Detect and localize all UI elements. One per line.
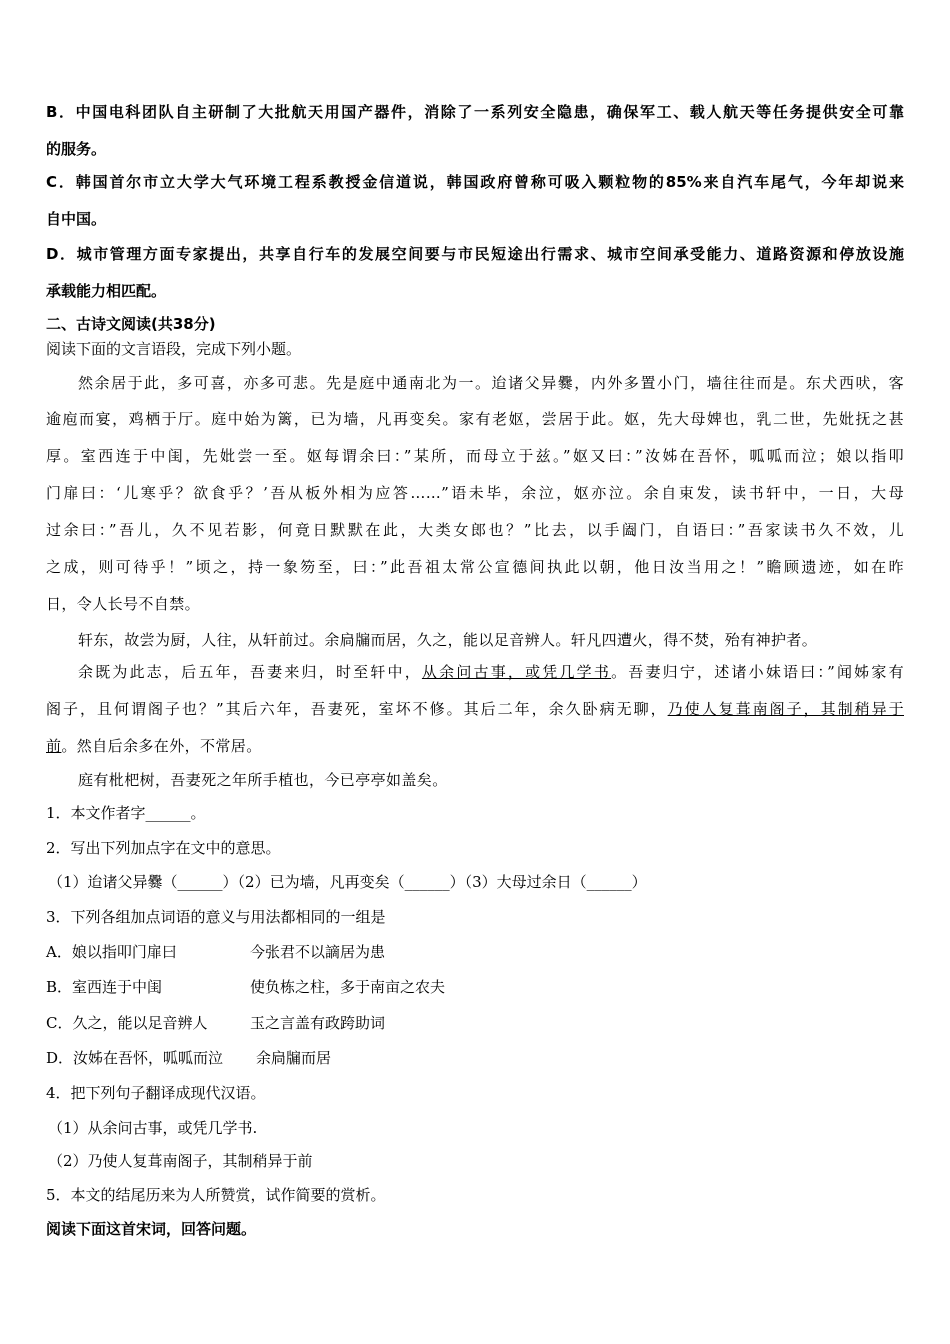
q3-option-c-left: C．久之，能以足音辨人 (46, 1014, 208, 1032)
option-c-line1: C．韩国首尔市立大学大气环境工程系教授金信道说，韩国政府曾称可吸入颗粒物的85%来自汽车尾气，今年却说来 (46, 173, 904, 191)
passage-text: 。吾妻归宁，述诸小妹语曰：”闻姊家有 (611, 663, 904, 681)
question-4: 4．把下列句子翻译成现代汉语。 (46, 1084, 266, 1102)
question-2: 2．写出下列加点字在文中的意思。 (46, 839, 281, 857)
passage-line: 日，令人长号不自禁。 (46, 595, 201, 613)
passage-text: 余既为此志，后五年，吾妻来归，时至轩中， (78, 663, 422, 681)
passage-line: 庭有枇杷树，吾妻死之年所手植也，今已亭亭如盖矣。 (78, 771, 448, 789)
option-d-line1: D．城市管理方面专家提出，共享自行车的发展空间要与市民短途出行需求、城市空间承受能力、道路资源和停放设施 (46, 245, 904, 263)
q3-option-c-right: 玉之言盖有政跨助词 (250, 1014, 386, 1032)
underlined-sentence-2-end: 前 (46, 737, 62, 755)
passage-line (46, 736, 262, 756)
passage-line: 厚。室西连于中闺，先妣尝一至。妪每谓余曰：”某所，而母立于兹。”妪又曰：”汝姊在吾怀，呱呱而泣；娘以指叩 (46, 447, 904, 465)
question-4-item-2: （2）乃使人复葺南阁子，其制稍异于前 (48, 1152, 313, 1170)
q3-option-b-right: 使负栋之柱，多于南亩之农夫 (250, 978, 446, 996)
q3-option-b (46, 977, 446, 997)
question-3: 3．下列各组加点词语的意义与用法都相同的一组是 (46, 908, 386, 926)
q3-option-c (46, 1013, 386, 1033)
passage-line: 轩东，故尝为厨，人往，从轩前过。余扃牖而居，久之，能以足音辨人。轩凡四遭火，得不焚，殆有神护者。 (78, 631, 818, 649)
question-2-items: （1）迨诸父异爨（______）（2）已为墙，凡再变矣（______）（3）大母过余日（______） (48, 873, 647, 891)
option-c-line2: 自中国。 (46, 210, 107, 228)
option-b-line1: B．中国电科团队自主研制了大批航天用国产器件，消除了一系列安全隐患，确保军工、载人航天等任务提供安全可靠 (46, 103, 904, 121)
underlined-sentence-2: 乃使人复葺南阁子，其制稍异于 (667, 700, 904, 718)
question-4-item-1: （1）从余问古事，或凭几学书. (48, 1119, 258, 1137)
reading-instruction: 阅读下面的文言语段，完成下列小题。 (46, 340, 302, 358)
underlined-sentence-1: 从余问古事，或凭几学书 (421, 663, 612, 681)
passage-line (46, 699, 904, 719)
question-1: 1．本文作者字______。 (46, 804, 206, 822)
question-5: 5．本文的结尾历来为人所赞赏，试作简要的赏析。 (46, 1186, 386, 1204)
section-title: 二、古诗文阅读(共38分) (46, 315, 216, 333)
next-section-instruction: 阅读下面这首宋词，回答问题。 (46, 1220, 257, 1238)
q3-option-a-left: A．娘以指叩门扉曰 (46, 943, 177, 961)
passage-line (78, 662, 904, 682)
q3-option-d-right: 余扃牖而居 (256, 1049, 332, 1067)
passage-line: 之成，则可待乎！”顷之，持一象笏至，曰：”此吾祖太常公宣德间执此以朝，他日汝当用之！”瞻顾遗迹，如在昨 (46, 558, 904, 576)
q3-option-b-left: B．室西连于中闺 (46, 978, 163, 996)
q3-option-a-right: 今张君不以謫居为患 (250, 943, 386, 961)
q3-option-a (46, 942, 386, 962)
passage-line: 逾庖而宴，鸡栖于厅。庭中始为篱，已为墙，凡再变矣。家有老妪，尝居于此。妪，先大母婢也，乳二世，先妣抚之甚 (46, 410, 904, 428)
passage-text: 阁子，且何谓阁子也？”其后六年，吾妻死，室坏不修。其后二年，余久卧病无聊， (46, 700, 668, 718)
passage-line: 然余居于此，多可喜，亦多可悲。先是庭中通南北为一。迨诸父异爨，内外多置小门，墙往往而是。东犬西吠，客 (78, 374, 904, 392)
q3-option-d (46, 1048, 332, 1068)
q3-option-d-left: D．汝姊在吾怀，呱呱而泣 (46, 1049, 224, 1067)
passage-line: 门扉曰：‘儿寒乎？欲食乎？’吾从板外相为应答……”语未毕，余泣，妪亦泣。余自束发，读书轩中，一日，大母 (46, 484, 904, 502)
option-b-line2: 的服务。 (46, 140, 107, 158)
passage-line: 过余曰：”吾儿，久不见若影，何竟日默默在此，大类女郎也？”比去，以手阖门，自语曰：”吾家读书久不效，儿 (46, 521, 904, 539)
passage-text: 。然自后余多在外，不常居。 (61, 737, 262, 755)
option-d-line2: 承载能力相匹配。 (46, 282, 167, 300)
